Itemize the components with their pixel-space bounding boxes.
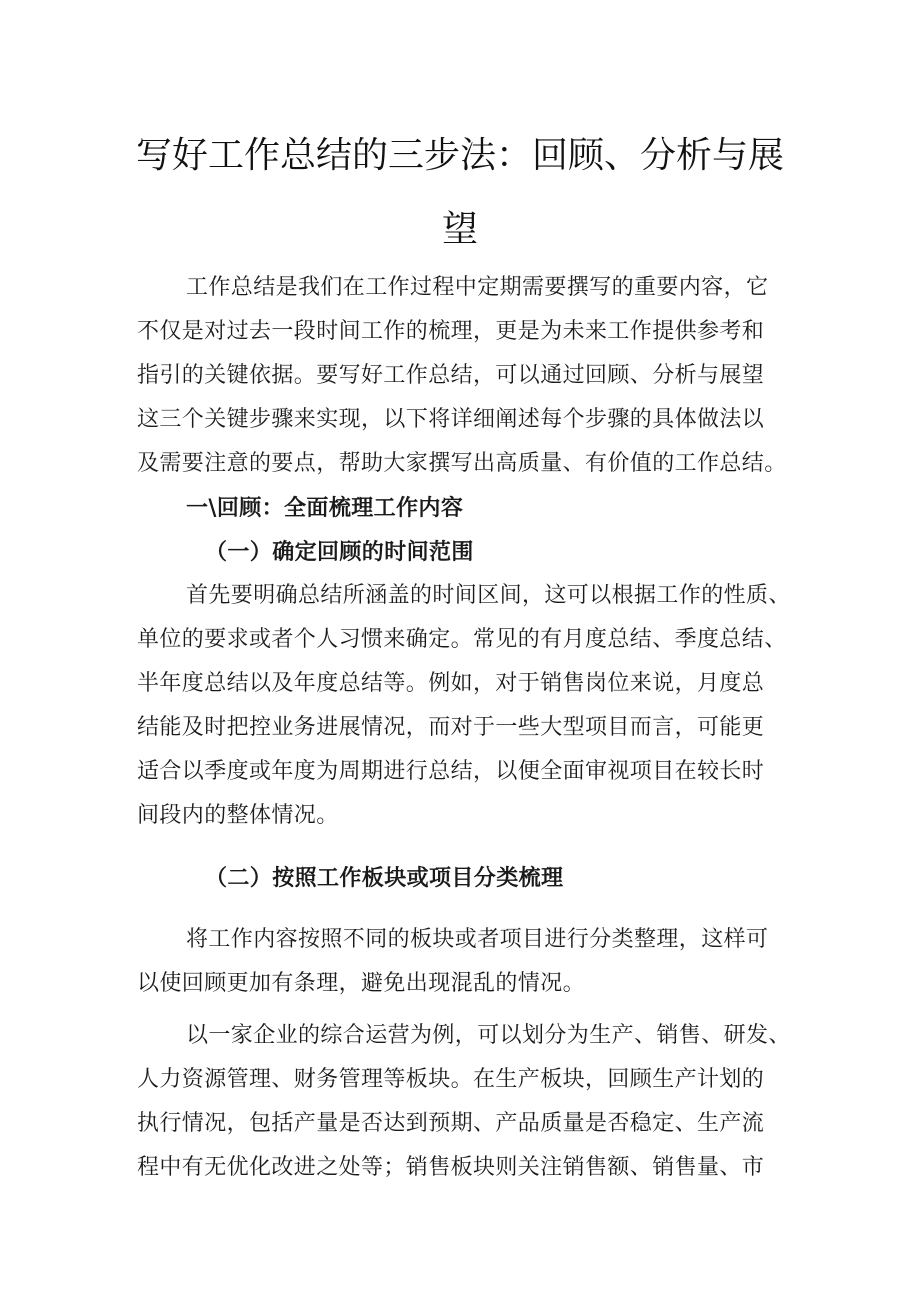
intro-line: 工作总结是我们在工作过程中定期需要撰写的重要内容，它 <box>186 275 769 300</box>
paragraph-line: 半年度总结以及年度总结等。例如，对于销售岗位来说，月度总 <box>137 671 765 696</box>
intro-line: 及需要注意的要点，帮助大家撰写出高质量、有价值的工作总结。 <box>137 451 787 476</box>
document-title <box>130 119 790 267</box>
paragraph-line: 执行情况，包括产量是否达到预期、产品质量是否稳定、生产流 <box>137 1111 765 1136</box>
section-heading: 一\回顾：全面梳理工作内容 <box>186 495 464 521</box>
paragraph-line: 人力资源管理、财务管理等板块。在生产板块，回顾生产计划的 <box>137 1067 765 1092</box>
paragraph-line: 适合以季度或年度为周期进行总结，以便全面审视项目在较长时 <box>137 759 765 784</box>
paragraph-line: 结能及时把控业务进展情况，而对于一些大型项目而言，可能更 <box>137 715 765 740</box>
title-line: 写好工作总结的三步法：回顾、分析与展 <box>135 135 784 176</box>
paragraph-line: 首先要明确总结所涵盖的时间区间，这可以根据工作的性质、 <box>186 583 791 608</box>
paragraph-line: 以使回顾更加有条理，避免出现混乱的情况。 <box>137 971 586 996</box>
intro-line: 不仅是对过去一段时间工作的梳理，更是为未来工作提供参考和 <box>137 319 765 344</box>
intro-line: 指引的关键依据。要写好工作总结，可以通过回顾、分析与展望 <box>137 363 765 388</box>
paragraph-line: 将工作内容按照不同的板块或者项目进行分类整理，这样可 <box>186 927 769 952</box>
paragraph-line: 以一家企业的综合运营为例，可以划分为生产、销售、研发、 <box>186 1023 791 1048</box>
subsection-heading: （一）确定回顾的时间范围 <box>205 539 474 565</box>
paragraph-line: 程中有无优化改进之处等；销售板块则关注销售额、销售量、市 <box>137 1155 765 1180</box>
title-line: 望 <box>441 209 478 250</box>
document-body <box>137 266 797 1190</box>
subsection-heading: （二）按照工作板块或项目分类梳理 <box>205 865 564 891</box>
paragraph-line: 单位的要求或者个人习惯来确定。常见的有月度总结、季度总结、 <box>137 627 787 652</box>
paragraph-line: 间段内的整体情况。 <box>137 803 339 828</box>
intro-line: 这三个关键步骤来实现，以下将详细阐述每个步骤的具体做法以 <box>137 407 765 432</box>
